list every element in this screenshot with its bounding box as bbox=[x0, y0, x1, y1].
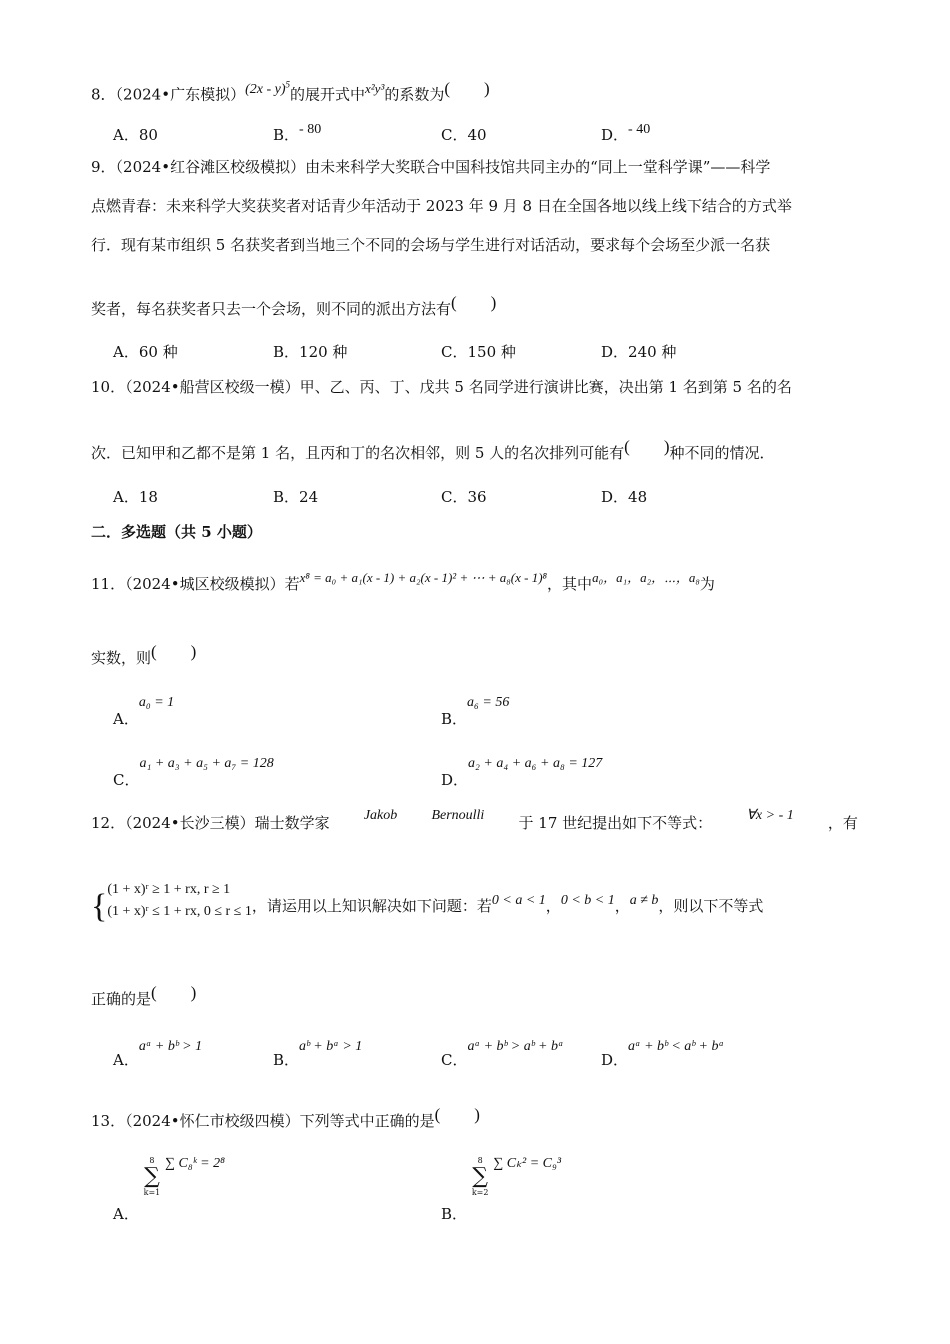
q11-formula: x⁸ = a₀ + a₁(x - 1) + a₂(x - 1)² + ⋯ + a₈(x - 1)⁸ bbox=[299, 570, 548, 585]
q13-option-a[interactable]: A． 8 ∑ k=1 ∑ C₈ᵏ = 2⁸ bbox=[113, 1156, 225, 1223]
q12-option-b[interactable]: B．aᵇ + bᵃ > 1 bbox=[273, 1039, 363, 1069]
q12-option-c[interactable]: C．aᵃ + bᵇ > aᵇ + bᵃ bbox=[441, 1039, 564, 1069]
q9-option-c[interactable]: C．150 种 bbox=[441, 343, 516, 361]
q11-option-a[interactable]: A．a₀ = 1 bbox=[113, 695, 175, 728]
q9-line-3: 行．现有某市组织 5 名获奖者到当地三个不同的会场与学生进行对话活动，要求每个会场至少派一名获 bbox=[91, 236, 771, 254]
q12-option-d[interactable]: D．aᵃ + bᵇ < aᵇ + bᵃ bbox=[601, 1039, 725, 1069]
q10-option-c[interactable]: C．36 bbox=[441, 488, 487, 506]
q12-stem: 12．（2024•长沙三模）瑞士数学家 Jakob Bernoulli 于 17 世纪提出如下不等式： ∀x > - 1 ，有 bbox=[91, 812, 858, 834]
q11-coefficients: a₀，a₁，a₂，⋯，a₈ bbox=[592, 570, 700, 585]
q12-brace-icon: { bbox=[91, 888, 108, 925]
q8-expression: (2x - y)$^5$ bbox=[245, 79, 290, 97]
q12-system: (1 + x)ʳ ≥ 1 + rx, r ≥ 1 (1 + x)ʳ ≤ 1 + rx, 0 ≤ r ≤ 1 bbox=[107, 882, 252, 919]
q13-answer-blank: ( ) bbox=[434, 1105, 480, 1124]
q8-source: （2024•广东模拟） bbox=[115, 85, 246, 104]
q12-line-3: 正确的是( ) bbox=[91, 983, 197, 1008]
q8-text1: 的展开式中 bbox=[290, 85, 366, 104]
q9-line-4: 奖者，每名获奖者只去一个会场，则不同的派出方法有( ) bbox=[91, 293, 497, 318]
q11-option-d[interactable]: D．a₂ + a₄ + a₆ + a₈ = 127 bbox=[441, 756, 603, 789]
q10-option-a[interactable]: A．18 bbox=[113, 488, 158, 506]
q8-number: 8． bbox=[91, 85, 116, 104]
q12-condition: ∀x > - 1 bbox=[746, 808, 794, 823]
q11-stem: 11．（2024•城区校级模拟）若x⁸ = a₀ + a₁(x - 1) + a₂(x - 1)² + ⋯ + a₈(x - 1)⁸，其中a₀，a₁，a₂，⋯，a₈为 bbox=[91, 570, 715, 593]
q11-option-b[interactable]: B．a₆ = 56 bbox=[441, 695, 510, 728]
q9-option-a[interactable]: A．60 种 bbox=[113, 343, 178, 361]
q11-answer-blank: ( ) bbox=[151, 642, 197, 661]
question-8-stem bbox=[91, 80, 490, 108]
q8-option-c[interactable]: C．40 bbox=[441, 126, 487, 144]
q12-system-line: { (1 + x)ʳ ≥ 1 + rx, r ≥ 1 (1 + x)ʳ ≤ 1 + rx, 0 ≤ r ≤ 1 ，请运用以上知识解决如下问题：若0 < a < 1，0 < b < 1，a ≠ b，则以下不等式 bbox=[91, 884, 763, 929]
q8-option-a[interactable]: A．80 bbox=[113, 126, 158, 144]
q12-cond-ab: a ≠ b bbox=[629, 893, 659, 908]
q8-option-b[interactable]: B．- 80 bbox=[273, 122, 322, 144]
q9-answer-blank: ( ) bbox=[451, 293, 497, 312]
section-heading-multiple-choice: 二．多选题（共 5 小题） bbox=[91, 523, 262, 541]
q8-answer-blank: ( ) bbox=[444, 78, 490, 98]
q10-option-b[interactable]: B．24 bbox=[273, 488, 319, 506]
q9-line-1: 9．（2024•红谷滩区校级模拟）由未来科学大奖联合中国科技馆共同主办的“同上一堂科学课”——科学 bbox=[91, 158, 771, 176]
q13-stem: 13．（2024•怀仁市校级四模）下列等式中正确的是( ) bbox=[91, 1105, 480, 1130]
q8-term: x²y³ bbox=[365, 80, 385, 96]
q10-line-1: 10．（2024•船营区校级一模）甲、乙、丙、丁、戊共 5 名同学进行演讲比赛，决出第 1 名到第 5 名的名 bbox=[91, 378, 792, 396]
q11-line-2: 实数，则( ) bbox=[91, 642, 197, 667]
q10-answer-blank: ( ) bbox=[624, 437, 670, 456]
q12-cond-b: 0 < b < 1 bbox=[560, 893, 615, 908]
q12-option-a[interactable]: A．aᵃ + bᵇ > 1 bbox=[113, 1039, 203, 1069]
q13-option-b[interactable]: B． 8 ∑ k=2 ∑ Cₖ² = C₉³ bbox=[441, 1156, 562, 1223]
q10-option-d[interactable]: D．48 bbox=[601, 488, 648, 506]
q12-name-jakob: Jakob bbox=[363, 808, 398, 823]
q12-answer-blank: ( ) bbox=[151, 983, 197, 1002]
q9-line-2: 点燃青春：未来科学大奖获奖者对话青少年活动于 2023 年 9 月 8 日在全国各地以线上线下结合的方式举 bbox=[91, 197, 792, 215]
q9-option-d[interactable]: D．240 种 bbox=[601, 343, 677, 361]
q8-option-d[interactable]: D．- 40 bbox=[601, 122, 651, 144]
q13-a-sum: 8 ∑ k=1 bbox=[143, 1156, 161, 1197]
q13-b-sum: 8 ∑ k=2 bbox=[471, 1156, 489, 1197]
q12-name-bernoulli: Bernoulli bbox=[431, 808, 485, 823]
q9-option-b[interactable]: B．120 种 bbox=[273, 343, 348, 361]
q10-line-2: 次．已知甲和乙都不是第 1 名，且丙和丁的名次相邻，则 5 人的名次排列可能有( )种不同的情况． bbox=[91, 437, 775, 462]
q12-cond-a: 0 < a < 1 bbox=[491, 893, 546, 908]
q8-text2: 的系数为 bbox=[384, 85, 445, 104]
q11-option-c[interactable]: C．a₁ + a₃ + a₅ + a₇ = 128 bbox=[113, 756, 274, 789]
